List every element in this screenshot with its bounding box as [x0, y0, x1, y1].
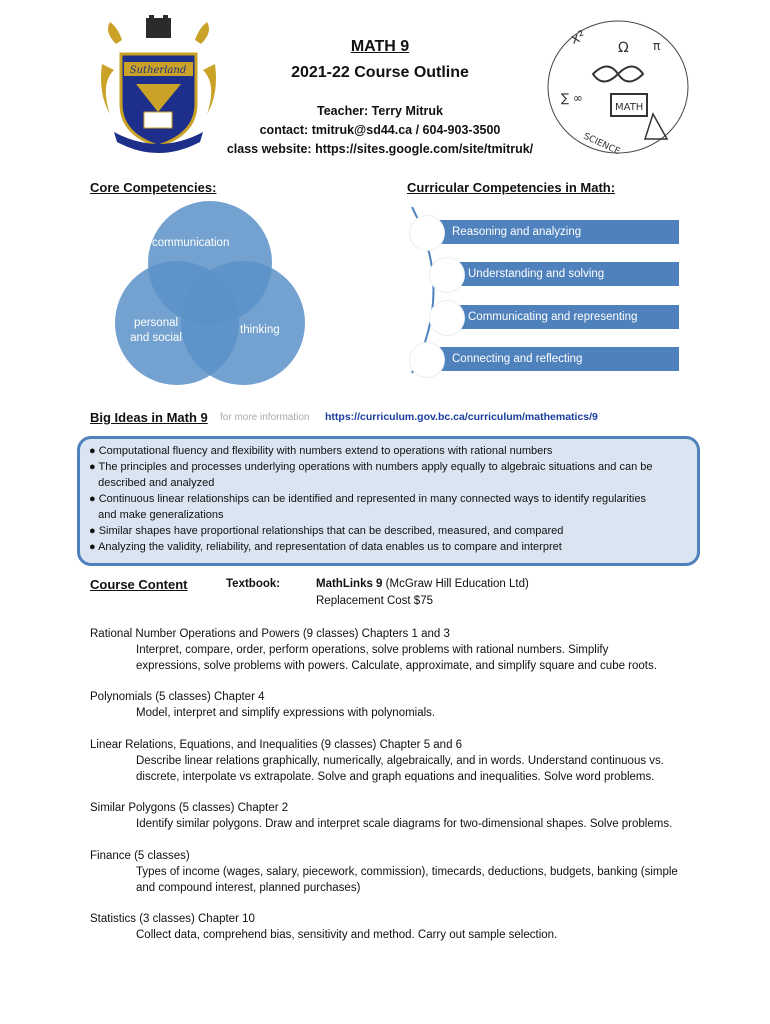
unit-desc-line: Describe linear relations graphically, numerically, algebraically, and in words. Understand continuous vs.	[136, 755, 664, 767]
unit-desc-line: Types of income (wages, salary, piecework, commission), timecards, deductions, budgets, banking (simple	[136, 866, 678, 878]
venn-label-personal-social: personal and social	[130, 317, 182, 344]
core-competencies-venn	[105, 195, 315, 390]
textbook-info	[316, 578, 529, 590]
unit-similar-polygons	[90, 800, 730, 832]
competency-bullet-1	[410, 216, 444, 250]
competency-bullet-2	[430, 258, 464, 292]
competency-bullet-3	[430, 301, 464, 335]
unit-title: Finance (5 classes)	[90, 850, 190, 862]
textbook-publisher: (McGraw Hill Education Ltd)	[382, 578, 529, 590]
unit-desc-line: discrete, interpolate vs extrapolate. Solve and graph equations and inequalities. Solve word problems.	[136, 771, 655, 783]
replacement-cost: Replacement Cost $75	[316, 595, 433, 607]
venn-circle-thinking	[181, 261, 305, 385]
unit-desc-line: and compound interest, planned purchases)	[136, 882, 361, 894]
big-ideas-heading: Big Ideas in Math 9	[90, 410, 208, 425]
competency-bar-2: Understanding and solving	[448, 262, 679, 286]
unit-polynomials	[90, 689, 730, 721]
unit-title: Polynomials (5 classes) Chapter 4	[90, 691, 265, 703]
course-content-heading: Course Content	[90, 577, 188, 592]
unit-desc-line: Collect data, comprehend bias, sensitivity and method. Carry out sample selection.	[136, 929, 558, 941]
curricular-competencies-heading: Curricular Competencies in Math:	[407, 180, 616, 195]
svg-text:∑ ∞: ∑ ∞	[561, 91, 583, 105]
unit-title: Rational Number Operations and Powers (9 classes) Chapters 1 and 3	[90, 628, 450, 640]
teacher-name: Teacher: Terry Mitruk	[317, 104, 443, 118]
unit-desc-line: Interpret, compare, order, perform operations, solve problems with rational numbers. Simplify	[136, 644, 609, 656]
svg-text:Ω: Ω	[618, 40, 629, 56]
core-competencies-heading: Core Competencies:	[90, 180, 217, 195]
page-title: MATH 9	[350, 38, 410, 55]
textbook-title: MathLinks 9	[316, 578, 383, 590]
competency-bullet-4	[410, 343, 444, 377]
svg-text:π: π	[653, 39, 661, 53]
unit-desc-line: expressions, solve problems with powers. Calculate, approximate, and simplify square and cube roots.	[136, 660, 657, 672]
unit-title: Similar Polygons (5 classes) Chapter 2	[90, 802, 289, 814]
venn-label-thinking: thinking	[240, 324, 280, 336]
svg-text:Sutherland: Sutherland	[129, 65, 187, 76]
big-idea-line-6: ● Similar shapes have proportional relationships that can be described, measured, and compared	[89, 525, 564, 537]
svg-text:MATH: MATH	[615, 102, 644, 113]
big-idea-line-1: ● Computational fluency and flexibility with numbers extend to operations with rational numbers	[89, 445, 553, 457]
class-website[interactable]: class website: https://sites.google.com/site/tmitruk/	[226, 142, 534, 156]
unit-title: Statistics (3 classes) Chapter 10	[90, 913, 255, 925]
unit-title: Linear Relations, Equations, and Inequalities (9 classes) Chapter 5 and 6	[90, 739, 463, 751]
unit-rational-numbers	[90, 626, 730, 674]
competency-bar-4: Connecting and reflecting	[428, 347, 679, 371]
teacher-contact: contact: tmitruk@sd44.ca / 604-903-3500	[259, 123, 501, 137]
textbook-label: Textbook:	[226, 578, 281, 590]
unit-linear-relations	[90, 737, 730, 785]
big-idea-line-7: ● Analyzing the validity, reliability, and representation of data enables us to compare and interpret	[89, 541, 562, 553]
venn-label-communication: communication	[152, 237, 230, 249]
math-doodle-logo	[543, 14, 693, 160]
unit-desc-line: Identify similar polygons. Draw and interpret scale diagrams for two-dimensional shapes. Solve problems.	[136, 818, 673, 830]
competency-bar-3: Communicating and representing	[448, 305, 679, 329]
big-idea-line-2: ● The principles and processes underlying operations with numbers apply equally to algebraic situations and can be	[89, 461, 653, 473]
svg-text:x²: x²	[568, 27, 588, 48]
big-idea-line-3: described and analyzed	[89, 477, 215, 489]
big-idea-line-5: and make generalizations	[89, 509, 224, 521]
curriculum-link[interactable]: https://curriculum.gov.bc.ca/curriculum/mathematics/9	[325, 411, 598, 423]
unit-desc-line: Model, interpret and simplify expressions with polynomials.	[136, 707, 436, 719]
page-subtitle: 2021-22 Course Outline	[291, 64, 469, 81]
unit-statistics	[90, 911, 730, 943]
unit-finance	[90, 848, 730, 896]
competency-bar-1: Reasoning and analyzing	[428, 220, 679, 244]
svg-text:SCIENCE: SCIENCE	[581, 131, 622, 158]
big-idea-line-4: ● Continuous linear relationships can be identified and represented in many connected ways to identify regularities	[89, 493, 646, 505]
big-ideas-box	[77, 436, 700, 566]
more-info-label: for more information	[220, 412, 310, 423]
